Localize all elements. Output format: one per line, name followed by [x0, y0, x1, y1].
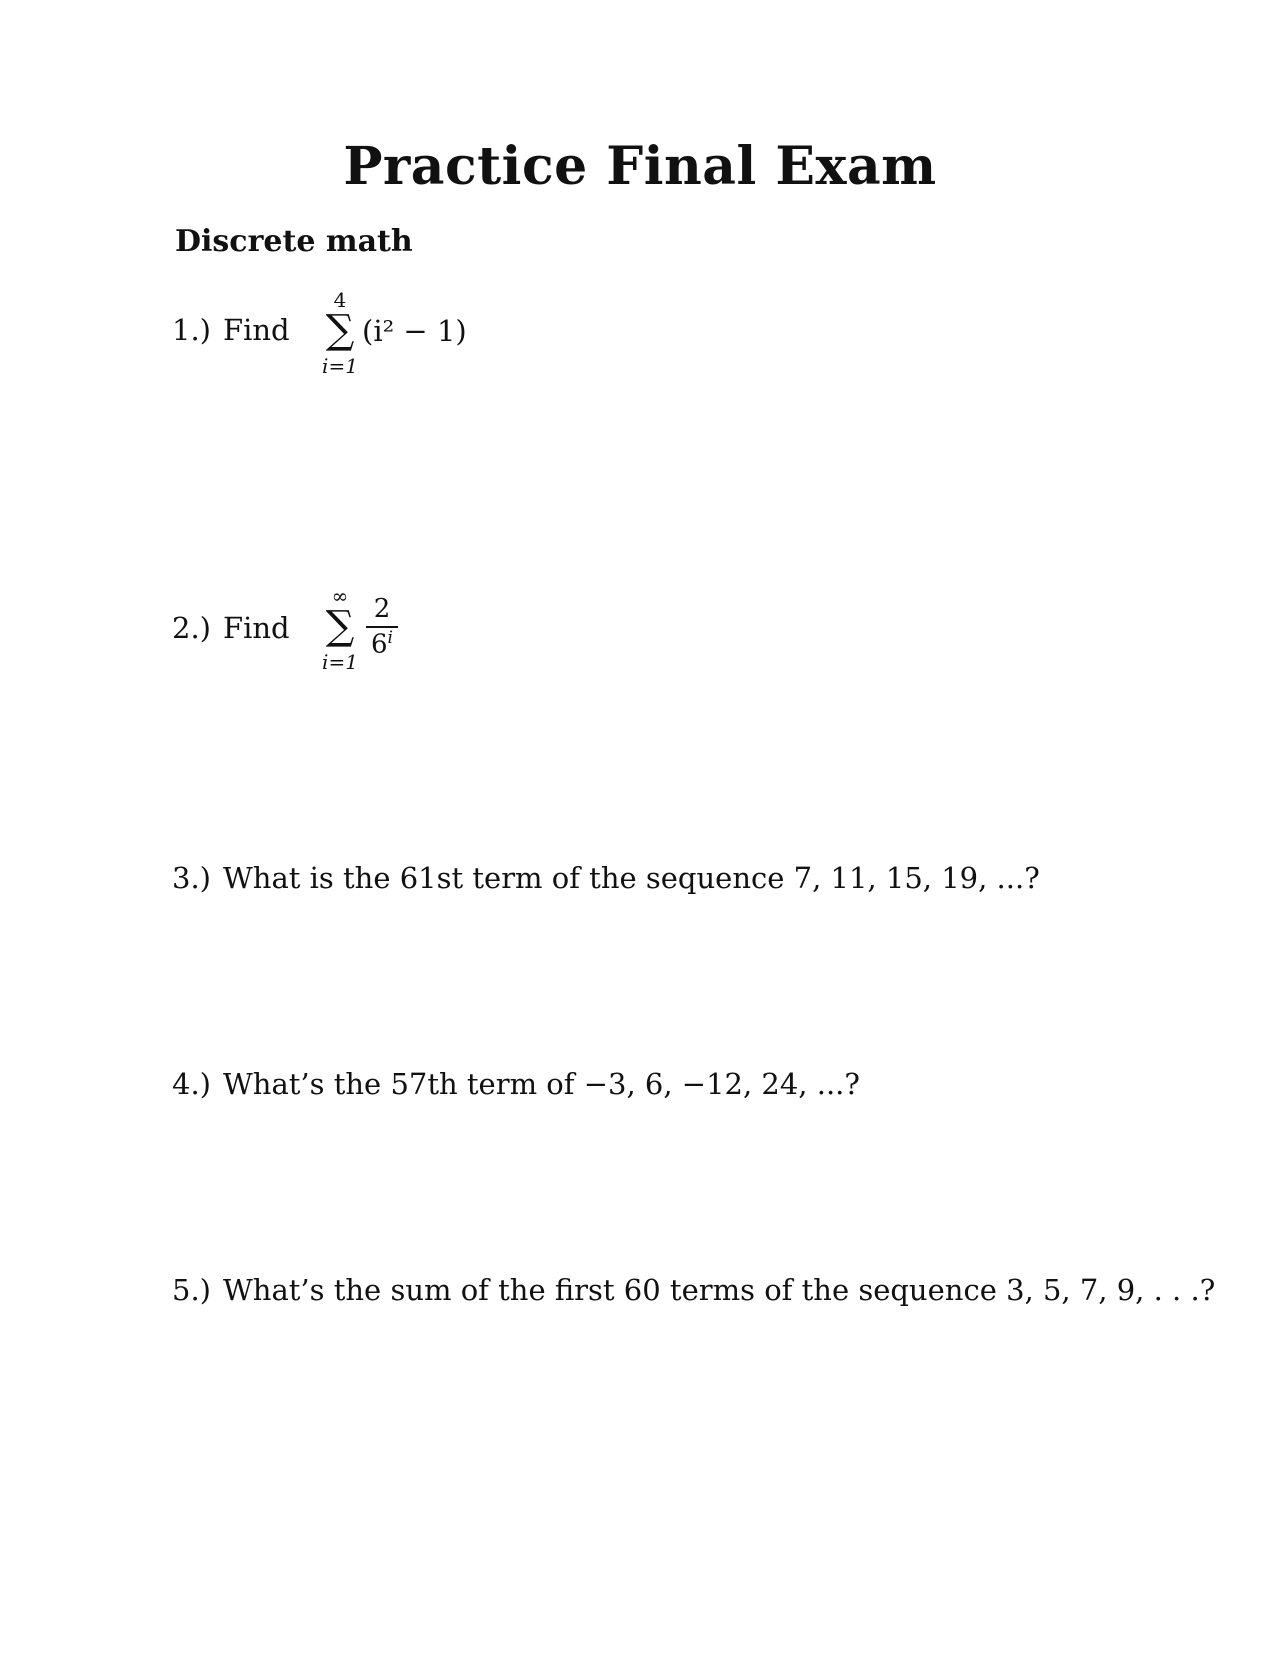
sum-lower-limit: i=1 — [322, 650, 358, 674]
question-number: 3.) — [172, 861, 211, 895]
sum-expression: (i² − 1) — [362, 314, 467, 348]
question-4 — [172, 1067, 860, 1101]
question-text: Find — [222, 611, 290, 645]
page-title: Practice Final Exam — [343, 136, 937, 197]
question-text: Find — [222, 313, 290, 347]
fraction-numerator: 2 — [373, 594, 391, 624]
question-number: 1.) — [172, 313, 211, 347]
fraction-denominator: 6$^i$ — [371, 628, 393, 660]
question-number: 4.) — [172, 1067, 211, 1101]
question-3 — [172, 861, 1040, 895]
section-subtitle: Discrete math — [175, 224, 413, 259]
question-text: What’s the sum of the first 60 terms of the sequence 3, 5, 7, 9, . . .? — [222, 1273, 1216, 1307]
sigma-symbol: ∑ — [325, 603, 355, 649]
sum-lower-limit: i=1 — [322, 354, 358, 378]
question-number: 2.) — [172, 611, 211, 645]
question-text: What’s the 57th term of −3, 6, −12, 24, ...? — [222, 1067, 860, 1101]
fraction — [366, 596, 398, 658]
sum-upper-limit: 4 — [333, 288, 347, 312]
question-number: 5.) — [172, 1273, 211, 1307]
question-text: What is the 61st term of the sequence 7, 11, 15, 19, ...? — [222, 861, 1040, 895]
sigma-symbol: ∑ — [325, 307, 355, 353]
denominator-exponent: i — [387, 628, 393, 648]
question-5 — [172, 1273, 1216, 1307]
sum-upper-limit: ∞ — [331, 584, 349, 608]
